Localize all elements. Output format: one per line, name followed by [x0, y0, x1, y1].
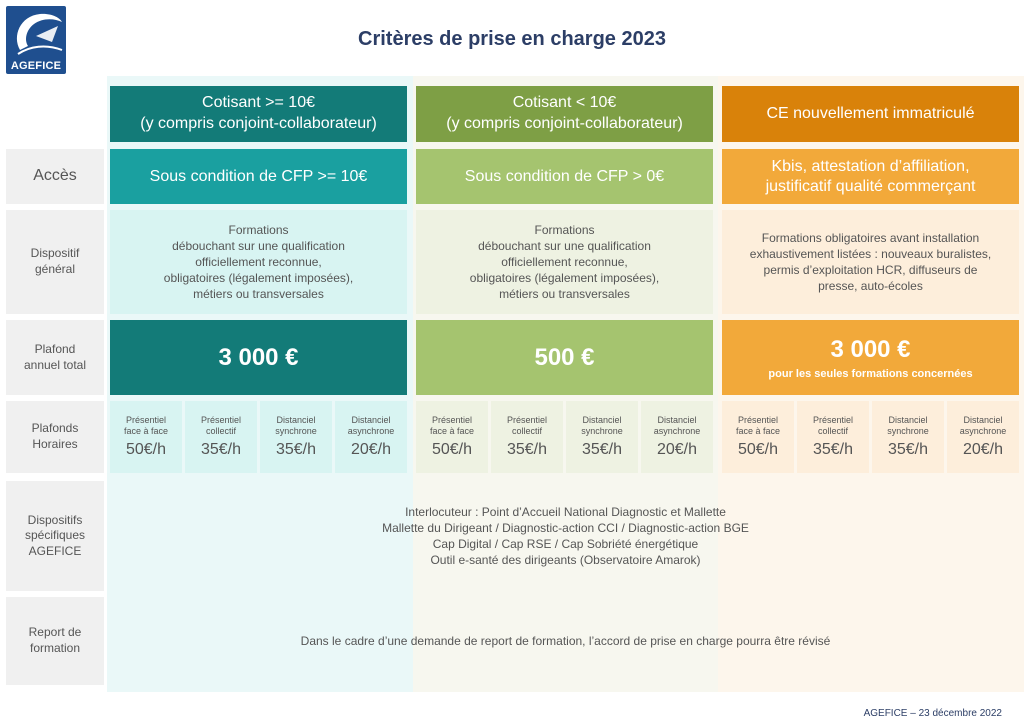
- row-label-report: Report de formation: [6, 597, 104, 685]
- rate-cell: [641, 401, 713, 473]
- specifiques-line: Outil e-santé des dirigeants (Observatoire Amarok): [430, 553, 701, 568]
- rate-value: 35€/h: [200, 440, 242, 458]
- row-label-plafond: Plafond annuel total: [6, 320, 104, 395]
- rate-cell: [335, 401, 407, 473]
- column-header-ce-nouveau: [722, 86, 1019, 142]
- plafond-amount: 500 €: [534, 343, 595, 371]
- rate-label: asynchrone: [653, 425, 701, 436]
- row-label-acces: Accès: [6, 149, 104, 204]
- rate-value: 35€/h: [581, 440, 623, 458]
- rate-cell: [947, 401, 1019, 473]
- rate-value: 35€/h: [812, 440, 854, 458]
- rate-label: synchrone: [275, 425, 317, 436]
- dispositif-line: presse, auto-écoles: [818, 279, 923, 294]
- rate-label: Distanciel: [582, 415, 622, 426]
- rate-label: Présentiel: [125, 415, 167, 426]
- rate-cell: [260, 401, 332, 473]
- rate-cell: [491, 401, 563, 473]
- rate-label: collectif: [817, 425, 848, 436]
- rate-value: 50€/h: [125, 440, 167, 458]
- dispositif-line: obligatoires (légalement imposées),: [469, 271, 660, 286]
- rate-label: Présentiel: [812, 415, 854, 426]
- row-label-dispositif: Dispositif général: [6, 210, 104, 314]
- dispositif-line: métiers ou transversales: [193, 287, 324, 302]
- rate-label: Présentiel: [737, 415, 779, 426]
- dispositif-line: débouchant sur une qualification: [478, 238, 651, 253]
- rate-label: asynchrone: [347, 425, 395, 436]
- specifiques-cell: [107, 481, 1024, 591]
- column-header-line1: CE nouvellement immatriculé: [766, 104, 975, 122]
- rate-value: 20€/h: [350, 440, 392, 458]
- dispositif-line: officiellement reconnue,: [501, 254, 628, 269]
- dispositif-cell-ce-nouveau: [722, 210, 1019, 314]
- rate-value: 20€/h: [962, 440, 1004, 458]
- acces-text: Kbis, attestation d’affiliation,: [771, 157, 970, 175]
- rate-label: face à face: [735, 425, 781, 436]
- dispositif-line: débouchant sur une qualification: [172, 238, 345, 253]
- acces-text: Sous condition de CFP >= 10€: [149, 167, 368, 185]
- rate-value: 50€/h: [431, 440, 473, 458]
- rate-cell: [566, 401, 638, 473]
- column-header-line2: (y compris conjoint-collaborateur): [140, 115, 377, 132]
- rate-cell: [416, 401, 488, 473]
- dispositif-line: Formations obligatoires avant installation: [761, 230, 980, 245]
- dispositif-line: exhaustivement listées : nouveaux buralistes,: [749, 246, 992, 261]
- rate-label: Distanciel: [351, 415, 391, 426]
- dispositif-cell-cotisant-moins-10: [416, 210, 713, 314]
- plafond-cell-ce-nouveau: [722, 320, 1019, 395]
- rate-cell: [110, 401, 182, 473]
- dispositif-line: métiers ou transversales: [499, 287, 630, 302]
- rate-label: Distanciel: [657, 415, 697, 426]
- acces-cell-ce-nouveau: [722, 149, 1019, 204]
- rate-cell: [185, 401, 257, 473]
- specifiques-line: Cap Digital / Cap RSE / Cap Sobriété énergétique: [432, 537, 699, 551]
- rate-label: collectif: [511, 425, 542, 436]
- rate-label: Distanciel: [963, 415, 1003, 426]
- plafond-amount: 3 000 €: [830, 335, 911, 363]
- acces-cell-cotisant-moins-10: [416, 149, 713, 204]
- rate-label: face à face: [123, 425, 169, 436]
- plafond-cell-cotisant-moins-10: [416, 320, 713, 395]
- acces-text: justificatif qualité commerçant: [765, 177, 976, 195]
- footer-text: AGEFICE – 23 décembre 2022: [863, 708, 1002, 719]
- dispositif-cell-cotisant-10: [110, 210, 407, 314]
- rate-label: Présentiel: [506, 415, 548, 426]
- specifiques-line: Interlocuteur : Point d’Accueil National Diagnostic et Mallette: [405, 504, 726, 519]
- column-header-line2: (y compris conjoint-collaborateur): [446, 115, 683, 132]
- dispositif-line: Formations: [228, 222, 289, 237]
- column-header-cotisant-moins-10: [416, 86, 713, 142]
- column-header-line1: Cotisant >= 10€: [202, 94, 315, 112]
- dispositif-line: Formations: [534, 222, 595, 237]
- rate-value: 35€/h: [275, 440, 317, 458]
- dispositif-line: obligatoires (légalement imposées),: [163, 271, 354, 286]
- rate-value: 20€/h: [656, 440, 698, 458]
- rate-label: synchrone: [887, 425, 929, 436]
- acces-cell-cotisant-10: [110, 149, 407, 204]
- report-text: Dans le cadre d’une demande de report de formation, l’accord de prise en charge pourra être révisé: [300, 633, 831, 648]
- rate-label: Distanciel: [888, 415, 928, 426]
- rate-cell: [722, 401, 794, 473]
- page-title: Critères de prise en charge 2023: [358, 28, 666, 50]
- logo-text: AGEFICE: [10, 60, 62, 72]
- rate-value: 35€/h: [506, 440, 548, 458]
- acces-text: Sous condition de CFP > 0€: [464, 167, 665, 185]
- rate-label: collectif: [205, 425, 236, 436]
- rate-value: 35€/h: [887, 440, 929, 458]
- plafond-cell-cotisant-10: [110, 320, 407, 395]
- column-header-line1: Cotisant < 10€: [512, 94, 617, 112]
- rate-label: Présentiel: [431, 415, 473, 426]
- rate-cell: [797, 401, 869, 473]
- row-label-horaires: Plafonds Horaires: [6, 401, 104, 473]
- specifiques-line: Mallette du Dirigeant / Diagnostic-action CCI / Diagnostic-action BGE: [382, 520, 749, 535]
- rate-label: Distanciel: [276, 415, 316, 426]
- row-label-specifiques: Dispositifs spécifiques AGEFICE: [6, 481, 104, 591]
- rate-cell: [872, 401, 944, 473]
- plafond-amount: 3 000 €: [218, 343, 299, 371]
- rate-label: synchrone: [581, 425, 623, 436]
- plafond-note: pour les seules formations concernées: [768, 367, 973, 380]
- rate-label: face à face: [429, 425, 475, 436]
- dispositif-line: permis d’exploitation HCR, diffuseurs de: [763, 263, 978, 277]
- rate-label: Présentiel: [200, 415, 242, 426]
- dispositif-line: officiellement reconnue,: [195, 254, 322, 269]
- rate-label: asynchrone: [959, 425, 1007, 436]
- column-header-cotisant-10: [110, 86, 407, 142]
- report-cell: [107, 597, 1024, 685]
- rate-value: 50€/h: [737, 440, 779, 458]
